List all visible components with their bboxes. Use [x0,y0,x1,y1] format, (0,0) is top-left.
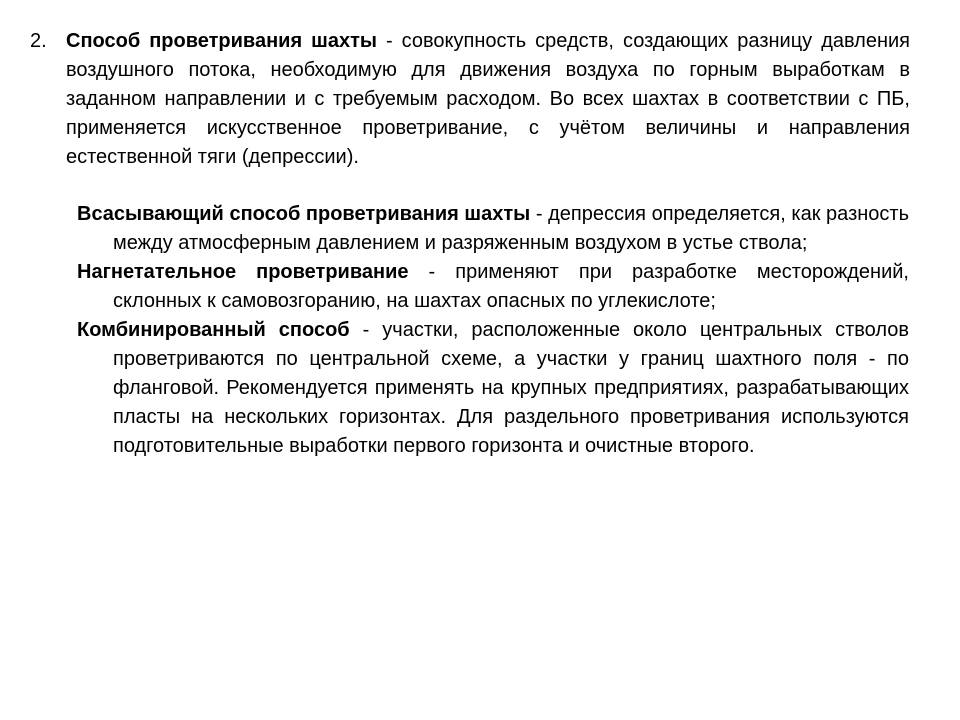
main-paragraph [30,27,910,172]
item-term: Способ проветривания шахты [66,30,377,52]
method-term: Нагнетательное проветривание [77,261,409,283]
method-text: - участки, расположенные около центральных стволов проветриваются по центральной схеме, а участки у границ шахтного поля - по фланговой. Рекомендуется применять на крупных предприятиях, разрабатывающих пласты на нескольких горизонтах. Для раздельного проветривания используются подготовительные выработки первого горизонта и очистные второго. [113,319,910,457]
item-number: 2. [30,30,47,52]
item-text: - совокупность средств, создающих разницу давления воздушного потока, необходимую для движения воздуха по горным выработкам в заданном направлении и с требуемым расходом. Во всех шахтах в соответствии с ПБ, применяется искусственное проветривание, с учётом величины и направления естественной тяги (депрессии). [66,30,911,168]
item-body [66,27,910,172]
method-combined [77,316,909,461]
method-term: Всасывающий способ проветривания шахты [77,203,531,225]
method-term: Комбинированный способ [77,319,350,341]
methods-list [77,200,909,461]
method-text: - применяют при разработке месторождений, склонных к самовозгоранию, на шахтах опасных по углекислоте; [113,261,909,312]
method-suction [77,200,909,258]
method-text: - депрессия определяется, как разность между атмосферным давлением и разряженным воздухом в устье ствола; [113,203,909,254]
method-forced [77,258,909,316]
